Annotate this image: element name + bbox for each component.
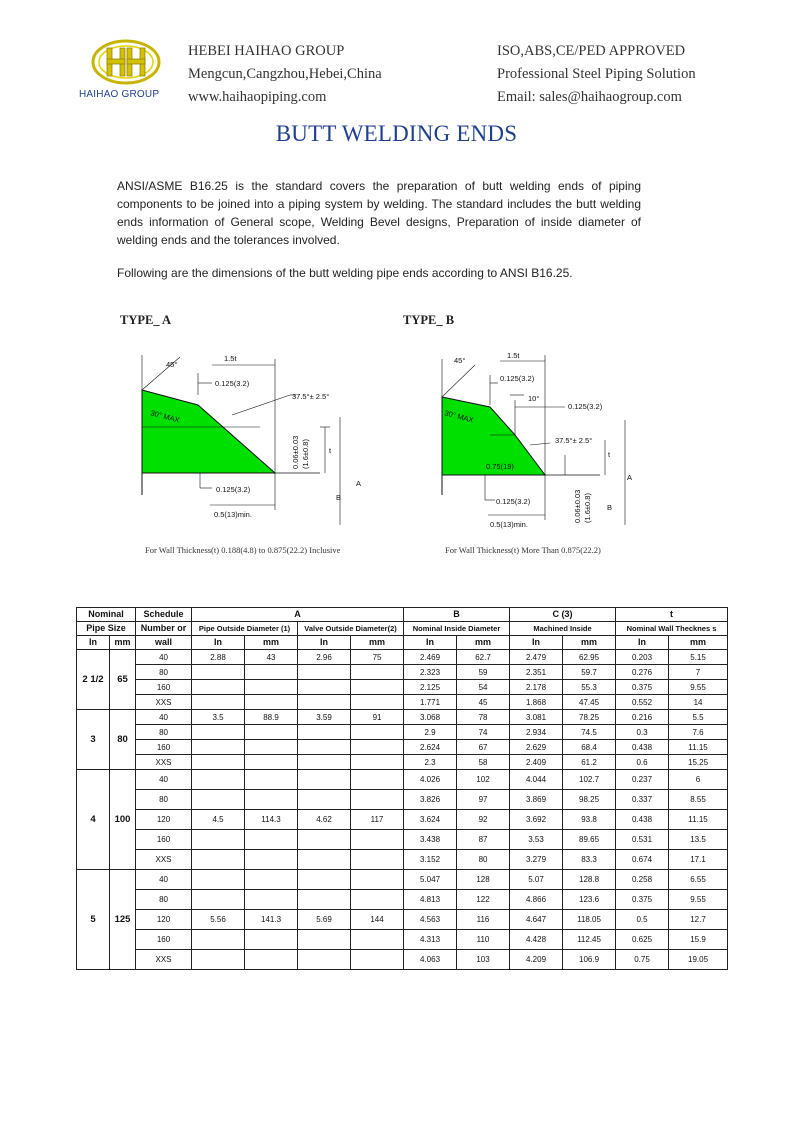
table-cell: 2.934 bbox=[510, 725, 563, 740]
table-cell: 92 bbox=[457, 810, 510, 830]
type-b-b: B bbox=[607, 503, 613, 512]
table-cell: 0.5 bbox=[616, 910, 669, 930]
table-cell: 0.438 bbox=[616, 810, 669, 830]
th-mm: mm bbox=[563, 636, 616, 650]
table-cell: 5.5 bbox=[669, 710, 728, 725]
table-cell: 120 bbox=[136, 910, 192, 930]
pipe-size-mm: 65 bbox=[110, 650, 136, 710]
th-c: C (3) bbox=[510, 608, 616, 622]
table-cell: 4.866 bbox=[510, 890, 563, 910]
type-a-bevel: 37.5°± 2.5° bbox=[292, 392, 330, 401]
table-row bbox=[77, 710, 728, 725]
table-cell bbox=[192, 950, 245, 970]
table-cell: 5.69 bbox=[298, 910, 351, 930]
type-b-land: 0.125(3.2) bbox=[500, 374, 535, 383]
table-row bbox=[77, 810, 728, 830]
type-b-depth: 0.75(19) bbox=[486, 462, 514, 471]
type-b-top-dim: 1.5t bbox=[507, 351, 520, 360]
table-cell: 67 bbox=[457, 740, 510, 755]
table-cell: 8.55 bbox=[669, 790, 728, 810]
table-cell bbox=[351, 680, 404, 695]
table-cell: 12.7 bbox=[669, 910, 728, 930]
table-cell: 0.375 bbox=[616, 890, 669, 910]
th-in: In bbox=[77, 636, 110, 650]
table-row bbox=[77, 755, 728, 770]
pipe-size-in: 4 bbox=[77, 770, 110, 870]
type-b-land2: 0.125(3.2) bbox=[568, 402, 603, 411]
table-cell: 122 bbox=[457, 890, 510, 910]
type-a-b: B bbox=[336, 493, 342, 502]
table-cell bbox=[351, 950, 404, 970]
table-cell bbox=[298, 770, 351, 790]
table-cell: 4.62 bbox=[298, 810, 351, 830]
table-cell: 40 bbox=[136, 650, 192, 665]
table-cell: 0.438 bbox=[616, 740, 669, 755]
table-cell: 3.438 bbox=[404, 830, 457, 850]
type-a-t: t bbox=[329, 446, 332, 455]
table-cell: 0.531 bbox=[616, 830, 669, 850]
table-cell: 0.552 bbox=[616, 695, 669, 710]
table-cell bbox=[298, 665, 351, 680]
table-cell bbox=[351, 890, 404, 910]
table-cell: 13.5 bbox=[669, 830, 728, 850]
table-cell: 15.25 bbox=[669, 755, 728, 770]
type-b-angle-45: 45° bbox=[454, 356, 466, 365]
th-t: t bbox=[616, 608, 728, 622]
table-cell: 3.53 bbox=[510, 830, 563, 850]
table-cell: 0.216 bbox=[616, 710, 669, 725]
table-cell: 98.25 bbox=[563, 790, 616, 810]
table-cell bbox=[192, 695, 245, 710]
table-cell: 80 bbox=[136, 790, 192, 810]
table-cell: 11.15 bbox=[669, 740, 728, 755]
pipe-size-mm: 100 bbox=[110, 770, 136, 870]
table-cell: 3.5 bbox=[192, 710, 245, 725]
table-cell bbox=[351, 790, 404, 810]
table-cell: 4.026 bbox=[404, 770, 457, 790]
th-a: A bbox=[192, 608, 404, 622]
table-cell: 0.75 bbox=[616, 950, 669, 970]
table-cell bbox=[298, 790, 351, 810]
table-cell bbox=[245, 950, 298, 970]
type-b-bevel: 37.5°± 2.5° bbox=[555, 436, 593, 445]
table-row bbox=[77, 680, 728, 695]
table-cell bbox=[351, 850, 404, 870]
table-cell: 40 bbox=[136, 870, 192, 890]
table-row bbox=[77, 950, 728, 970]
type-b-a: A bbox=[627, 473, 633, 482]
table-cell: 19.05 bbox=[669, 950, 728, 970]
table-cell: 47.45 bbox=[563, 695, 616, 710]
th-schedule: Schedule bbox=[136, 608, 192, 622]
table-row bbox=[77, 790, 728, 810]
table-cell: 2.479 bbox=[510, 650, 563, 665]
table-cell: 4.313 bbox=[404, 930, 457, 950]
table-row bbox=[77, 930, 728, 950]
table-row bbox=[77, 665, 728, 680]
table-cell: 102 bbox=[457, 770, 510, 790]
table-cell: 2.178 bbox=[510, 680, 563, 695]
th-in: In bbox=[510, 636, 563, 650]
table-cell bbox=[245, 740, 298, 755]
table-row bbox=[77, 910, 728, 930]
th-wall: wall bbox=[136, 636, 192, 650]
pipe-size-in: 2 1/2 bbox=[77, 650, 110, 710]
type-b-diagram bbox=[400, 345, 660, 535]
table-cell bbox=[192, 890, 245, 910]
th-in: In bbox=[298, 636, 351, 650]
table-cell: 40 bbox=[136, 710, 192, 725]
header-left bbox=[188, 40, 382, 109]
table-cell: 2.624 bbox=[404, 740, 457, 755]
table-cell: 0.337 bbox=[616, 790, 669, 810]
table-cell: 9.55 bbox=[669, 680, 728, 695]
table-cell bbox=[245, 930, 298, 950]
table-cell bbox=[351, 755, 404, 770]
th-pipe-od: Pipe Outside Diameter (1) bbox=[192, 622, 298, 636]
table-cell: 3.068 bbox=[404, 710, 457, 725]
table-cell: 3.624 bbox=[404, 810, 457, 830]
type-b-label: TYPE_ B bbox=[403, 313, 455, 327]
type-a-a: A bbox=[356, 479, 362, 488]
table-cell: 2.3 bbox=[404, 755, 457, 770]
table-cell: 4.647 bbox=[510, 910, 563, 930]
table-cell: 4.044 bbox=[510, 770, 563, 790]
table-cell: 102.7 bbox=[563, 770, 616, 790]
logo-caption: HAIHAO GROUP bbox=[79, 89, 160, 100]
table-cell bbox=[298, 695, 351, 710]
table-row bbox=[77, 850, 728, 870]
company-address: Mengcun,Cangzhou,Hebei,China bbox=[188, 66, 382, 82]
table-cell bbox=[245, 790, 298, 810]
table-cell bbox=[245, 870, 298, 890]
th-b: B bbox=[404, 608, 510, 622]
table-row bbox=[77, 725, 728, 740]
table-cell bbox=[192, 740, 245, 755]
table-cell: 9.55 bbox=[669, 890, 728, 910]
table-cell: 11.15 bbox=[669, 810, 728, 830]
table-cell: 1.868 bbox=[510, 695, 563, 710]
table-cell: 3.279 bbox=[510, 850, 563, 870]
table-cell: 80 bbox=[457, 850, 510, 870]
table-cell: 120 bbox=[136, 810, 192, 830]
table-cell: 2.469 bbox=[404, 650, 457, 665]
table-cell bbox=[351, 725, 404, 740]
table-cell bbox=[298, 930, 351, 950]
table-cell bbox=[245, 770, 298, 790]
table-cell: 97 bbox=[457, 790, 510, 810]
table-body bbox=[77, 650, 728, 970]
type-a-note: For Wall Thickness(t) 0.188(4.8) to 0.875(22.2) Inclusive bbox=[145, 545, 341, 555]
table-cell: 112.45 bbox=[563, 930, 616, 950]
type-a-max: 30° MAX bbox=[149, 408, 181, 425]
table-cell: 80 bbox=[136, 725, 192, 740]
table-cell: 4.5 bbox=[192, 810, 245, 830]
table-cell bbox=[192, 790, 245, 810]
table-cell: 3.869 bbox=[510, 790, 563, 810]
table-cell: 61.2 bbox=[563, 755, 616, 770]
table-cell: 2.125 bbox=[404, 680, 457, 695]
table-cell: 15.9 bbox=[669, 930, 728, 950]
table-cell: 5.047 bbox=[404, 870, 457, 890]
company-name: HEBEI HAIHAO GROUP bbox=[188, 43, 345, 59]
table-cell: 160 bbox=[136, 740, 192, 755]
pipe-size-mm: 125 bbox=[110, 870, 136, 970]
table-cell: 5.07 bbox=[510, 870, 563, 890]
table-cell bbox=[298, 680, 351, 695]
table-cell: 6 bbox=[669, 770, 728, 790]
table-cell: 2.629 bbox=[510, 740, 563, 755]
table-cell: 103 bbox=[457, 950, 510, 970]
approvals: ISO,ABS,CE/PED APPROVED bbox=[497, 43, 686, 59]
th-pipe-size: Pipe Size bbox=[77, 622, 136, 636]
table-cell bbox=[298, 740, 351, 755]
th-nominal-wall: Nominal Wall Thecknes s bbox=[616, 622, 728, 636]
th-mm: mm bbox=[457, 636, 510, 650]
table-cell bbox=[192, 680, 245, 695]
th-mm: mm bbox=[245, 636, 298, 650]
table-cell: 5.15 bbox=[669, 650, 728, 665]
table-cell: 78.25 bbox=[563, 710, 616, 725]
table-cell: 2.409 bbox=[510, 755, 563, 770]
table-cell: 3.692 bbox=[510, 810, 563, 830]
table-cell: 123.6 bbox=[563, 890, 616, 910]
table-cell bbox=[351, 930, 404, 950]
header-right bbox=[497, 40, 696, 109]
type-a-tol: 0.06±0.03 bbox=[291, 435, 300, 469]
table-cell: 91 bbox=[351, 710, 404, 725]
table-cell: 89.65 bbox=[563, 830, 616, 850]
tagline: Professional Steel Piping Solution bbox=[497, 66, 696, 82]
type-a-min: 0.5(13)min. bbox=[214, 510, 252, 519]
table-cell: XXS bbox=[136, 950, 192, 970]
table-row bbox=[77, 650, 728, 665]
table-cell bbox=[298, 890, 351, 910]
pipe-size-mm: 80 bbox=[110, 710, 136, 770]
table-cell: 43 bbox=[245, 650, 298, 665]
type-a-land: 0.125(3.2) bbox=[215, 379, 250, 388]
table-cell: 128 bbox=[457, 870, 510, 890]
table-cell bbox=[245, 850, 298, 870]
type-a-top-dim: 1.5t bbox=[224, 354, 237, 363]
table-cell bbox=[298, 870, 351, 890]
table-cell bbox=[351, 770, 404, 790]
table-cell bbox=[351, 740, 404, 755]
table-cell: 116 bbox=[457, 910, 510, 930]
table-cell: 4.428 bbox=[510, 930, 563, 950]
th-number-or: Number or bbox=[136, 622, 192, 636]
table-cell: XXS bbox=[136, 755, 192, 770]
table-cell: 68.4 bbox=[563, 740, 616, 755]
table-cell: 80 bbox=[136, 890, 192, 910]
table-cell: 2.9 bbox=[404, 725, 457, 740]
table-row bbox=[77, 890, 728, 910]
table-row bbox=[77, 695, 728, 710]
type-b-tol: 0.06±0.03 bbox=[573, 489, 582, 523]
table-cell bbox=[351, 870, 404, 890]
th-mm: mm bbox=[351, 636, 404, 650]
table-cell: 54 bbox=[457, 680, 510, 695]
th-in: In bbox=[404, 636, 457, 650]
table-cell: 141.3 bbox=[245, 910, 298, 930]
type-a-tol-mm: (1.6±0.8) bbox=[301, 439, 310, 469]
table-cell: 4.813 bbox=[404, 890, 457, 910]
type-b-min: 0.5(13)min. bbox=[490, 520, 528, 529]
company-website[interactable]: www.haihaopiping.com bbox=[188, 89, 327, 105]
table-cell: 0.6 bbox=[616, 755, 669, 770]
page-title: BUTT WELDING ENDS bbox=[275, 121, 518, 146]
table-cell bbox=[298, 830, 351, 850]
table-cell: 2.323 bbox=[404, 665, 457, 680]
table-cell bbox=[245, 830, 298, 850]
table-cell bbox=[245, 725, 298, 740]
table-cell: 88.9 bbox=[245, 710, 298, 725]
table-cell bbox=[192, 850, 245, 870]
table-cell: 7 bbox=[669, 665, 728, 680]
table-cell bbox=[245, 695, 298, 710]
table-cell bbox=[298, 725, 351, 740]
table-cell: 0.625 bbox=[616, 930, 669, 950]
table-cell: 45 bbox=[457, 695, 510, 710]
table-cell: 55.3 bbox=[563, 680, 616, 695]
th-nominal: Nominal bbox=[77, 608, 136, 622]
type-b-t: t bbox=[608, 450, 611, 459]
table-cell: 40 bbox=[136, 770, 192, 790]
table-cell: 62.95 bbox=[563, 650, 616, 665]
dimensions-table bbox=[76, 607, 728, 970]
table-cell: 2.88 bbox=[192, 650, 245, 665]
table-cell bbox=[192, 665, 245, 680]
table-cell bbox=[298, 850, 351, 870]
table-cell: 110 bbox=[457, 930, 510, 950]
table-cell: 0.258 bbox=[616, 870, 669, 890]
table-cell: 117 bbox=[351, 810, 404, 830]
table-cell: 59 bbox=[457, 665, 510, 680]
table-cell bbox=[192, 755, 245, 770]
table-cell: XXS bbox=[136, 695, 192, 710]
table-cell: 75 bbox=[351, 650, 404, 665]
table-cell: 5.56 bbox=[192, 910, 245, 930]
table-cell bbox=[192, 870, 245, 890]
table-cell: 0.3 bbox=[616, 725, 669, 740]
table-cell: 3.59 bbox=[298, 710, 351, 725]
th-valve-od: Valve Outside Diameter(2) bbox=[298, 622, 404, 636]
table-cell: 0.203 bbox=[616, 650, 669, 665]
table-cell: 78 bbox=[457, 710, 510, 725]
pipe-size-in: 3 bbox=[77, 710, 110, 770]
table-cell: 0.375 bbox=[616, 680, 669, 695]
table-cell: 4.209 bbox=[510, 950, 563, 970]
table-cell: 74 bbox=[457, 725, 510, 740]
table-cell: XXS bbox=[136, 850, 192, 870]
th-in: In bbox=[192, 636, 245, 650]
table-row bbox=[77, 740, 728, 755]
table-cell: 6.55 bbox=[669, 870, 728, 890]
table-cell: 7.6 bbox=[669, 725, 728, 740]
table-cell bbox=[351, 830, 404, 850]
table-cell: 87 bbox=[457, 830, 510, 850]
type-b-ten: 10° bbox=[528, 394, 540, 403]
table-cell: 93.8 bbox=[563, 810, 616, 830]
table-cell: 58 bbox=[457, 755, 510, 770]
type-b-note: For Wall Thickness(t) More Than 0.875(22.2) bbox=[445, 545, 601, 555]
table-cell: 160 bbox=[136, 830, 192, 850]
table-cell bbox=[351, 695, 404, 710]
table-cell: 0.674 bbox=[616, 850, 669, 870]
table-row bbox=[77, 830, 728, 850]
table-cell: 114.3 bbox=[245, 810, 298, 830]
type-b-max: 30° MAX bbox=[443, 408, 475, 425]
table-cell: 62.7 bbox=[457, 650, 510, 665]
type-b-bottom: 0.125(3.2) bbox=[496, 497, 531, 506]
table-cell: 74.5 bbox=[563, 725, 616, 740]
table-cell: 0.276 bbox=[616, 665, 669, 680]
company-email[interactable]: Email: sales@haihaogroup.com bbox=[497, 89, 682, 105]
table-cell: 118.05 bbox=[563, 910, 616, 930]
type-a-angle-45: 45° bbox=[166, 360, 178, 369]
type-a-label: TYPE_ A bbox=[120, 313, 172, 327]
type-b-tol-mm: (1.6±0.8) bbox=[583, 493, 592, 523]
table-cell: 128.8 bbox=[563, 870, 616, 890]
th-in: In bbox=[616, 636, 669, 650]
table-cell: 2.96 bbox=[298, 650, 351, 665]
table-cell bbox=[192, 830, 245, 850]
intro-paragraph: ANSI/ASME B16.25 is the standard covers the preparation of butt welding ends of piping components to be joined into a piping system by welding. The standard includes the butt welding ends information of General scope, Welding Bevel designs, Preparation of inside diameter of welding ends and the tolerances involved. bbox=[117, 179, 641, 247]
table-cell bbox=[245, 680, 298, 695]
type-a-bottom: 0.125(3.2) bbox=[216, 485, 251, 494]
table-cell bbox=[192, 770, 245, 790]
table-cell: 144 bbox=[351, 910, 404, 930]
haihao-logo bbox=[90, 38, 162, 86]
dimensions-intro: Following are the dimensions of the butt welding pipe ends according to ANSI B16.25. bbox=[117, 266, 573, 280]
table-cell: 106.9 bbox=[563, 950, 616, 970]
table-cell bbox=[192, 930, 245, 950]
th-machined: Machined Inside bbox=[510, 622, 616, 636]
table-cell bbox=[192, 725, 245, 740]
table-cell: 3.081 bbox=[510, 710, 563, 725]
table-cell bbox=[298, 950, 351, 970]
table-row bbox=[77, 870, 728, 890]
th-mm: mm bbox=[669, 636, 728, 650]
table-cell: 14 bbox=[669, 695, 728, 710]
table-cell bbox=[351, 665, 404, 680]
table-cell: 4.563 bbox=[404, 910, 457, 930]
table-cell: 3.826 bbox=[404, 790, 457, 810]
table-cell: 4.063 bbox=[404, 950, 457, 970]
th-nominal-id: Nominal Inside Diameter bbox=[404, 622, 510, 636]
table-cell: 2.351 bbox=[510, 665, 563, 680]
table-row bbox=[77, 770, 728, 790]
pipe-size-in: 5 bbox=[77, 870, 110, 970]
table-cell: 59.7 bbox=[563, 665, 616, 680]
table-cell bbox=[245, 890, 298, 910]
table-cell bbox=[245, 755, 298, 770]
table-cell: 1.771 bbox=[404, 695, 457, 710]
table-cell bbox=[245, 665, 298, 680]
table-cell: 160 bbox=[136, 680, 192, 695]
th-mm: mm bbox=[110, 636, 136, 650]
type-a-diagram bbox=[120, 345, 380, 535]
table-cell: 83.3 bbox=[563, 850, 616, 870]
table-cell: 160 bbox=[136, 930, 192, 950]
table-cell: 3.152 bbox=[404, 850, 457, 870]
table-cell: 80 bbox=[136, 665, 192, 680]
table-cell: 0.237 bbox=[616, 770, 669, 790]
table-cell bbox=[298, 755, 351, 770]
table-cell: 17.1 bbox=[669, 850, 728, 870]
